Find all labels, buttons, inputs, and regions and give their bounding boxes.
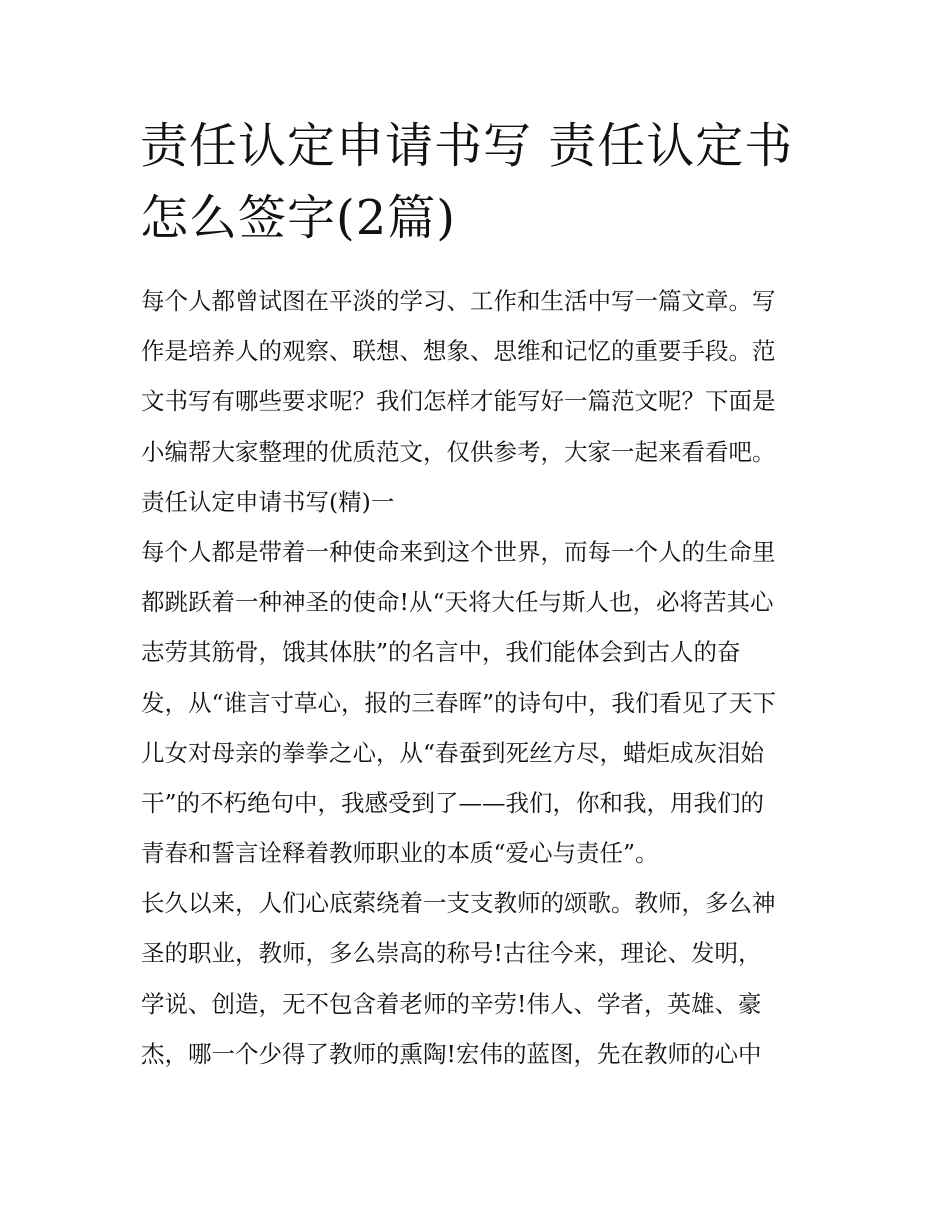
body-line: 杰，哪一个少得了教师的熏陶!宏伟的蓝图，先在教师的心中	[141, 1039, 762, 1068]
document-body	[141, 276, 821, 1079]
document-title	[140, 110, 820, 254]
body-line: 青春和誓言诠释着教师职业的本质“爱心与责任”。	[141, 839, 659, 868]
body-line: 发，从“谁言寸草心，报的三春晖”的诗句中，我们看见了天下	[141, 688, 777, 717]
body-line: 圣的职业，教师，多么崇高的称号!古往今来，理论、发明，	[141, 939, 762, 968]
body-line: 儿女对母亲的拳拳之心，从“春蚕到死丝方尽，蜡炬成灰泪始	[141, 738, 765, 767]
body-line: 作是培养人的观察、联想、想象、思维和记忆的重要手段。范	[141, 337, 776, 366]
body-line: 志劳其筋骨，饿其体肤”的名言中，我们能体会到古人的奋	[141, 638, 741, 667]
body-line: 学说、创造，无不包含着老师的辛劳!伟人、学者，英雄、豪	[141, 989, 762, 1018]
body-line: 长久以来，人们心底萦绕着一支支教师的颂歌。教师，多么神	[141, 889, 776, 918]
title-line: 责任认定申请书写 责任认定书	[140, 118, 794, 174]
body-line: 干”的不朽绝句中，我感受到了——我们，你和我，用我们的	[141, 788, 765, 817]
title-line: 怎么签字(2篇)	[140, 190, 456, 246]
body-line: 小编帮大家整理的优质范文，仅供参考，大家一起来看看吧。	[141, 437, 776, 466]
body-line: 每个人都曾试图在平淡的学习、工作和生活中写一篇文章。写	[141, 287, 776, 315]
body-line: 每个人都是带着一种使命来到这个世界，而每一个人的生命里	[141, 537, 776, 566]
section-heading: 责任认定申请书写(精)一	[141, 487, 395, 516]
body-line: 文书写有哪些要求呢？我们怎样才能写好一篇范文呢？下面是	[141, 387, 776, 416]
body-line: 都跳跃着一种神圣的使命!从“天将大任与斯人也，必将苦其心	[141, 588, 774, 617]
